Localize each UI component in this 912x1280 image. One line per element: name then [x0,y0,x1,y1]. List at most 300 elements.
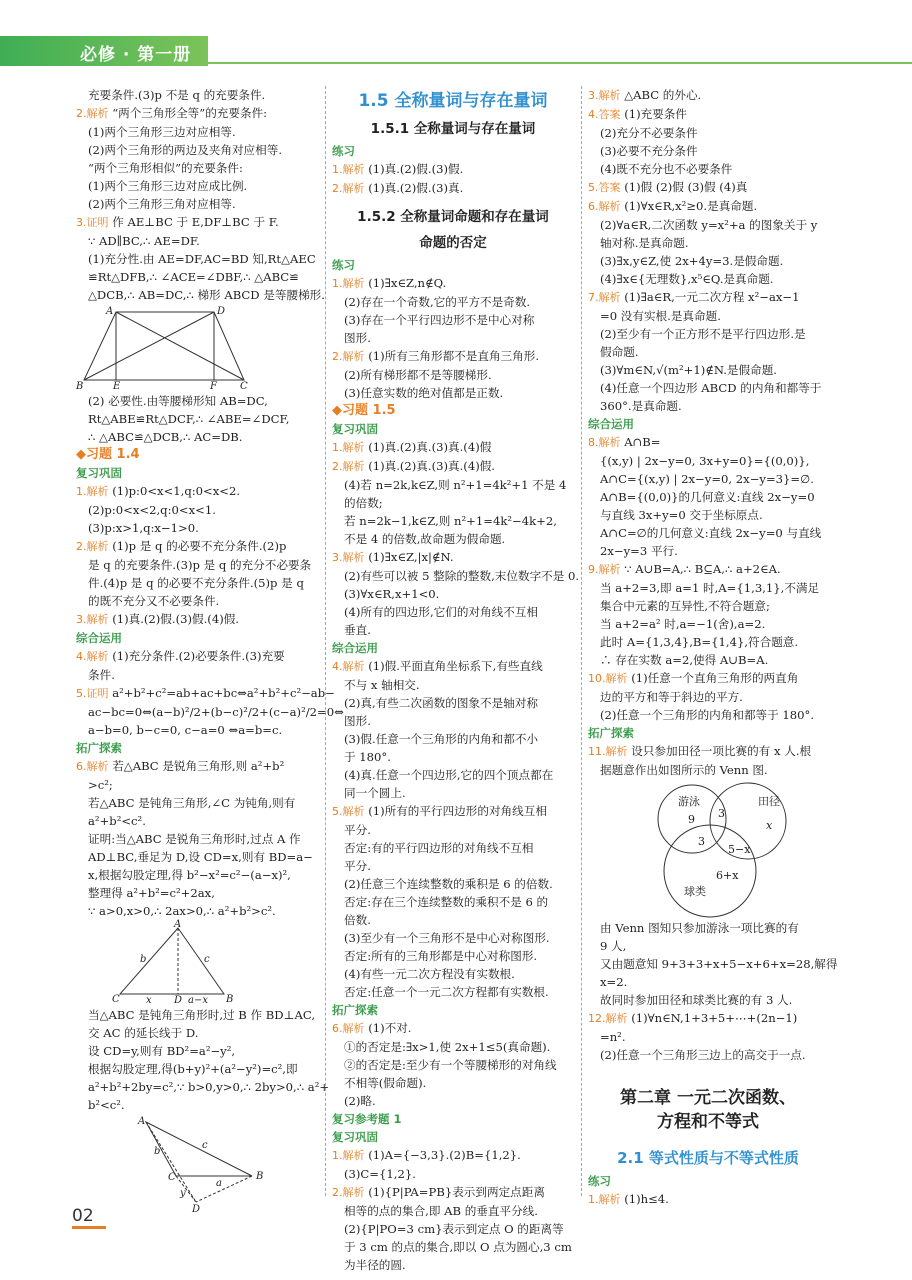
text-line [588,761,828,779]
line-text: 否定:任意一个一元二次方程都有实数根. [344,985,549,999]
text-line [76,902,316,920]
line-text: 若△ABC 是钝角三角形,∠C 为钝角,则有 [88,796,296,810]
line-text: (3)p:x>1,q:x−1>0. [88,521,199,535]
text-line [588,397,828,415]
text-line [332,857,574,875]
text-line [588,651,828,669]
text-line [588,706,828,724]
text-line [588,325,828,343]
line-text: (1)∃a∈R,一元二次方程 x²−ax−1 [624,290,800,304]
answer-text: (1)h≤4. [624,1192,669,1206]
text-line [588,542,828,560]
col2-block-a [332,142,574,198]
answer-label: 5.证明 [76,687,109,700]
text-line [588,597,828,615]
text-line [332,676,574,694]
line-text: a²+b²<c². [88,814,146,828]
answer-label: 3.解析 [588,89,621,102]
line-text: (4)∃x∈{无理数},x⁵∈Q.是真命题. [600,272,774,286]
text-line [588,560,828,579]
text-line [332,438,574,457]
text-line [76,268,316,286]
text-line [332,730,574,748]
label-C: C [240,381,248,392]
text-line [588,361,828,379]
obtuse-triangle-figure [96,1116,296,1215]
line-text: 由 Venn 图知只参加游泳一项比赛的有 [600,921,799,935]
line-text: ac−bc=0⇔(a−b)²/2+(b−c)²/2+(c−a)²/2=0⇔ [88,705,344,719]
text-line [76,794,316,812]
text-line [332,965,574,983]
text-line [588,937,828,955]
answer-label: 8.解析 [588,436,621,449]
chapter-2-title-line1: 第二章 一元二次函数、 [620,1088,796,1108]
venn-ball: 球类 [684,885,706,898]
text-line [332,311,574,329]
text-line [588,433,828,452]
line-text: 的倍数; [344,496,383,510]
line-text: 又由题意知 9+3+3+x+5−x+6+x=28,解得 [600,957,838,971]
column-divider-2 [581,86,582,1196]
text-line [332,1165,574,1183]
text-line [76,537,316,556]
line-text: (4)任意一个四边形 ABCD 的内角和都等于 [600,381,822,395]
answer-label: 1.解析 [332,163,365,176]
line-text: (3)∀m∈N,√(m²+1)∉N.是假命题. [600,363,777,377]
text-line [76,610,316,629]
line-text: 不是 4 的倍数,故命题为假命题. [344,532,506,546]
text-line [332,1202,574,1220]
text-line [332,179,574,198]
line-text: 若 n=2k−1,k∈Z,则 n²+1=4k²−4k+2, [344,514,557,528]
line-text: AD⊥BC,垂足为 D,设 CD=x,则有 BD=a− [88,850,313,864]
line-text: 图形. [344,331,371,345]
text-line [76,141,316,159]
line-text: (1)真.(2)真.(3)真.(4)假. [368,459,495,473]
text-line [76,703,344,721]
subsection-heading: 复习巩固 [76,466,122,480]
text-line [76,647,316,666]
text-line [332,875,574,893]
line-text: (1)p:0<x<1,q:0<x<2. [112,484,241,498]
line-text: {(x,y) | 2x−y=0, 3x+y=0}={(0,0)}, [600,454,810,468]
text-line [76,286,325,304]
text-line [76,104,316,123]
section-title-2-1: 2.1 等式性质与不等式性质 [617,1149,799,1167]
col3-block-a [588,86,828,779]
label-C2: C [112,994,120,1005]
text-line [332,384,574,402]
line-text: (1)真.(2)假.(3)假. [368,162,464,176]
line-text: b²<c². [88,1098,125,1112]
text-line [332,329,574,347]
line-text: 否定:存在三个连续整数的乘积不是 6 的 [344,895,549,909]
line-text: (4)真.任意一个四边形,它的四个顶点都在 [344,768,554,782]
text-line [332,929,574,947]
line-text: 相等的点的集合,即 AB 的垂直平分线. [344,1204,538,1218]
answer-label: 2.解析 [76,107,109,120]
text-line [76,232,316,250]
text-line [588,524,828,542]
text-line [588,579,828,597]
subsection-heading: 练习 [332,144,355,158]
line-text: (2) 必要性.由等腰梯形知 AB=DC, [88,394,268,408]
line-text: 垂直. [344,623,371,637]
line-text: (1)真.(2)真.(3)真.(4)假 [368,440,492,454]
venn-x: x [766,819,773,832]
text-line [332,274,574,293]
page-number: 02 [72,1206,94,1226]
label-c3: c [202,1140,208,1151]
line-text: 360°.是真命题. [600,399,682,413]
text-line [76,666,316,684]
line-text: ∵ A∪B=A,∴ B⊆A,∴ a+2∈A. [624,562,781,576]
line-text: △ABC 的外心. [624,88,702,102]
text-line [332,821,574,839]
text-line [332,893,574,911]
line-text: 当△ABC 是钝角三角形时,过 B 作 BD⊥AC, [88,1008,316,1022]
line-text: x=2. [600,975,628,989]
section-title-1-5-1: 1.5.1 全称量词与存在量词 [370,121,536,137]
text-line [76,812,316,830]
answer-label: 10.解析 [588,672,628,685]
line-text: Rt△ABE≌Rt△DCF,∴ ∠ABE=∠DCF, [88,412,290,426]
text-line [588,343,828,361]
line-text: a²+b²+c²=ab+ac+bc⇔a²+b²+c²−ab− [112,686,335,700]
line-text: (1)充分性.由 AE=DF,AC=BD 知,Rt△AEC [88,252,316,266]
col1-block-c [76,1006,330,1114]
answer-label: 1.解析 [332,1149,365,1162]
text-line [76,392,316,410]
line-text: 不与 x 轴相交. [344,678,420,692]
line-text: 平分. [344,823,371,837]
text-line [76,1060,316,1078]
subsection-heading: ◆习题 1.5 [332,403,396,418]
text-line [332,694,574,712]
line-text: 此时 A={1,3,4},B={1,4},符合题意. [600,635,799,649]
text-line [588,197,828,216]
line-text: =0 没有实根.是真命题. [600,309,721,323]
text-line [332,512,574,530]
line-text: (1)∀n∈N,1+3+5+⋯+(2n−1) [631,1011,798,1025]
acute-triangle-figure [112,919,286,1006]
label-E: E [113,381,121,392]
text-line [76,721,316,739]
section-title-1-5-2b: 命题的否定 [419,235,487,251]
line-text: 边的平方和等于斜边的平方. [600,690,743,704]
subsection-heading: ◆习题 1.4 [76,447,140,462]
venn-n5x: 5−x [728,843,751,856]
line-text: (2)p:0<x<2,q:0<x<1. [88,503,216,517]
label-y3: y [180,1188,186,1199]
subsection-heading: 拓广探索 [588,726,634,740]
line-text: (2)真,有些二次函数的图象不是轴对称 [344,696,539,710]
label-A: A [106,306,114,317]
col3-block-b [588,919,838,1064]
answer-label: 12.解析 [588,1012,628,1025]
text-line [588,470,828,488]
column-2 [332,86,580,1274]
text-line [588,270,828,288]
text-line [588,252,828,270]
text-line [588,633,828,651]
line-text: a²+b²+2by=c²,∵ b>0,y>0,∴ 2by>0,∴ a²+ [88,1080,330,1094]
line-text: ①的否定是:∃x>1,使 2x+1≤5(真命题). [344,1040,551,1054]
text-line [588,307,828,325]
text-line [76,195,316,213]
venn-track: 田径 [758,795,780,808]
text-line [588,178,828,197]
label-c: c [204,954,210,965]
line-text: 设只参加田径一项比赛的有 x 人.根 [631,744,812,758]
line-text: 否定:有的平行四边形的对角线不互相 [344,841,534,855]
text-line [588,105,828,124]
line-text: 同一个圆上. [344,786,406,800]
line-text: (1)充分条件.(2)必要条件.(3)充要 [112,649,285,663]
text-line [332,657,574,676]
answer-label: 1.解析 [332,441,365,454]
chapter-2-title-line2: 方程和不等式 [657,1112,759,1132]
line-text: 集合中元素的互异性,不符合题意; [600,599,770,613]
line-text: (1)两个三角形三边对应相等. [88,125,236,139]
subsection-heading: 拓广探索 [76,741,122,755]
label-D2: D [174,995,183,1006]
text-line [76,830,316,848]
line-text: (1)充要条件 [624,107,687,121]
line-text: 作 AE⊥BC 于 E,DF⊥BC 于 F. [112,215,279,229]
line-text: (3)任意实数的绝对值都是正数. [344,386,504,400]
answer-label: 2.解析 [332,350,365,363]
line-text: (3)C={1,2}. [344,1167,416,1181]
text-line [588,124,828,142]
text-line [76,884,316,902]
line-text: (3)∀x∈R,x+1<0. [344,587,440,601]
text-line [332,947,574,965]
line-text: (1)任意一个直角三角形的两直角 [631,671,799,685]
text-line [332,160,574,179]
text-line [332,366,574,384]
label-D3: D [192,1204,201,1215]
header-title: 必修 · 第一册 [80,45,192,65]
text-line [332,530,574,548]
text-line [332,494,574,512]
line-text: 与直线 3x+y=0 交于坐标原点. [600,508,763,522]
text-line [76,86,316,104]
text-line [332,567,580,585]
line-text: (1)真.(2)假.(3)真. [368,181,464,195]
line-text: (2)至少有一个正方形不是平行四边形.是 [600,327,806,341]
line-text: (2)两个三角形的两边及夹角对应相等. [88,143,283,157]
line-text: (1)不对. [368,1021,412,1035]
line-text: 当 a+2=3,即 a=1 时,A={1,3,1},不满足 [600,581,820,595]
text-line [588,973,828,991]
text-line [76,519,316,537]
text-line [332,802,574,821]
line-text: (2)有些可以被 5 整除的整数,末位数字不是 0. [344,569,580,583]
label-B: B [76,381,84,392]
line-text: A∩B= [624,435,661,449]
line-text: 据题意作出如图所示的 Venn 图. [600,763,768,777]
text-line [76,1024,316,1042]
line-text: “两个三角形相似”的充要条件: [88,161,243,175]
line-text: 平分. [344,859,371,873]
line-text: a−b=0, b−c=0, c−a=0 ⇔a=b=c. [88,723,283,737]
label-ax: a−x [188,995,208,1006]
line-text: 件.(4)p 是 q 的必要不充分条件.(5)p 是 q [88,576,304,590]
answer-label: 2.解析 [332,460,365,473]
label-b: b [140,954,147,965]
subsection-heading: 综合运用 [76,631,122,645]
text-line [588,506,828,524]
subsection-heading: 综合运用 [588,417,634,431]
line-text: 否定:所有的三角形都是中心对称图形. [344,949,538,963]
text-line [76,574,316,592]
line-text: (3)至少有一个三角形不是中心对称图形. [344,931,550,945]
line-text: A∩B={(0,0)}的几何意义:直线 2x−y=0 [600,490,815,504]
text-line [332,1146,574,1165]
line-text: ≌Rt△DFB,∴ ∠ACE=∠DBF,∴ △ABC≌ [88,270,299,284]
text-line [76,592,316,610]
text-line [332,766,574,784]
header-tab [0,36,208,66]
line-text: “两个三角形全等”的充要条件: [112,106,268,120]
text-line [588,742,828,761]
line-text: (2)任意三个连续整数的乘积是 6 的倍数. [344,877,553,891]
label-C3: C [168,1172,176,1183]
text-line [332,839,574,857]
line-text: ∵ AD∥BC,∴ AE=DF. [88,234,200,248]
answer-label: 6.解析 [588,200,621,213]
text-line [332,293,574,311]
line-text: 是 q 的充要条件.(3)p 是 q 的充分不必要条 [88,558,312,572]
line-text: (3)存在一个平行四边形不是中心对称 [344,313,535,327]
venn-n9: 9 [688,813,695,826]
line-text: (3)必要不充分条件 [600,144,698,158]
answer-label: 3.解析 [76,613,109,626]
line-text: 2x−y=3 平行. [600,544,678,558]
section-title-1-5: 1.5 全称量词与存在量词 [358,91,548,111]
line-text: 故同时参加田径和球类比赛的有 3 人. [600,993,793,1007]
text-line [332,911,574,929]
answer-label: 2.解析 [332,1186,365,1199]
line-text: 若△ABC 是锐角三角形,则 a²+b² [112,759,285,773]
line-text: >c²; [88,778,113,792]
text-line [588,1009,828,1028]
line-text: 充要条件.(3)p 不是 q 的充要条件. [88,88,266,102]
text-line [76,866,316,884]
column-divider-1 [325,86,326,1196]
text-line [76,123,316,141]
line-text: (1)∃x∈Z,|x|∉N. [368,550,454,564]
line-text: 的既不充分又不必要条件. [88,594,220,608]
text-line [588,919,828,937]
text-line [332,712,574,730]
line-text: (2)两个三角形三角对应相等. [88,197,236,211]
venn-n6x: 6+x [716,869,739,882]
answer-label: 4.解析 [332,660,365,673]
text-line [76,428,316,446]
text-line [588,1046,828,1064]
line-text: (2)存在一个奇数,它的平方不是奇数. [344,295,531,309]
line-text: 假命题. [600,345,639,359]
line-text: (3)∃x,y∈Z,使 2x+4y=3.是假命题. [600,254,784,268]
text-line [76,848,316,866]
label-B2: B [226,994,234,1005]
text-line [332,585,574,603]
line-text: 倍数. [344,913,371,927]
trapezoid-figure [76,306,246,390]
line-text: (1)真.(2)假.(3)假.(4)假. [112,612,239,626]
line-text: (1)p 是 q 的必要不充分条件.(2)p [112,539,287,553]
line-text: 9 人, [600,939,627,953]
line-text: (2)任意一个三角形的内角和都等于 180°. [600,708,815,722]
venn-n3a: 3 [718,807,725,820]
line-text: (1)两个三角形三边对应成比例. [88,179,248,193]
line-text: (1)假.平面直角坐标系下,有些直线 [368,659,543,673]
answer-label: 5.解析 [332,805,365,818]
text-line [588,234,828,252]
line-text: 当 a+2=a² 时,a=−1(舍),a=2. [600,617,766,631]
line-text: (1)A={−3,3}.(2)B={1,2}. [368,1148,521,1162]
text-line [588,86,828,105]
text-line [332,784,574,802]
line-text: 条件. [88,668,115,682]
label-D: D [217,306,226,317]
answer-label: 2.解析 [332,182,365,195]
text-line [332,621,574,639]
label-B3: B [256,1171,264,1182]
answer-line [588,1190,828,1209]
line-text: 证明:当△ABC 是锐角三角形时,过点 A 作 [88,832,301,846]
line-text: 于 180°. [344,750,391,764]
text-line [332,476,574,494]
text-line [76,1006,316,1024]
text-line [76,213,316,232]
text-line [332,748,574,766]
answer-label: 1.解析 [332,277,365,290]
text-line [588,991,828,1009]
column-3 [588,86,838,1209]
line-text: (2)∀a∈R,二次函数 y=x²+a 的图象关于 y [600,218,818,232]
subsection-heading: 复习巩固 [332,422,378,436]
line-text: (2)略. [344,1094,376,1108]
text-line [76,482,316,501]
line-text: (4)所有的四边形,它们的对角线不互相 [344,605,539,619]
text-line [332,1183,574,1202]
text-line [588,955,838,973]
text-line [76,501,316,519]
text-line [332,603,574,621]
line-text: 设 CD=y,则有 BD²=a²−y², [88,1044,236,1058]
line-text: 于 3 cm 的点的集合,即以 O 点为圆心,3 cm [344,1240,572,1254]
line-text: (1)所有三角形都不是直角三角形. [368,349,540,363]
text-line [76,684,335,703]
text-line [588,288,828,307]
answer-label: 4.答案 [588,108,621,121]
line-text: =n². [600,1030,626,1044]
text-line [332,457,574,476]
text-line [332,548,574,567]
text-line [588,452,828,470]
line-text: (4)有些一元二次方程没有实数根. [344,967,515,981]
line-text: 根据勾股定理,得(b+y)²+(a²−y²)=c²,即 [88,1062,298,1076]
text-line [588,688,828,706]
line-text: A∩C=∅的几何意义:直线 2x−y=0 与直线 [600,526,822,540]
line-text: 图形. [344,714,371,728]
subsection-heading: 复习巩固 [332,1130,378,1144]
line-text: A∩C={(x,y) | 2x−y=0, 2x−y=3}=∅. [600,472,814,486]
line-text: (2)充分不必要条件 [600,126,698,140]
